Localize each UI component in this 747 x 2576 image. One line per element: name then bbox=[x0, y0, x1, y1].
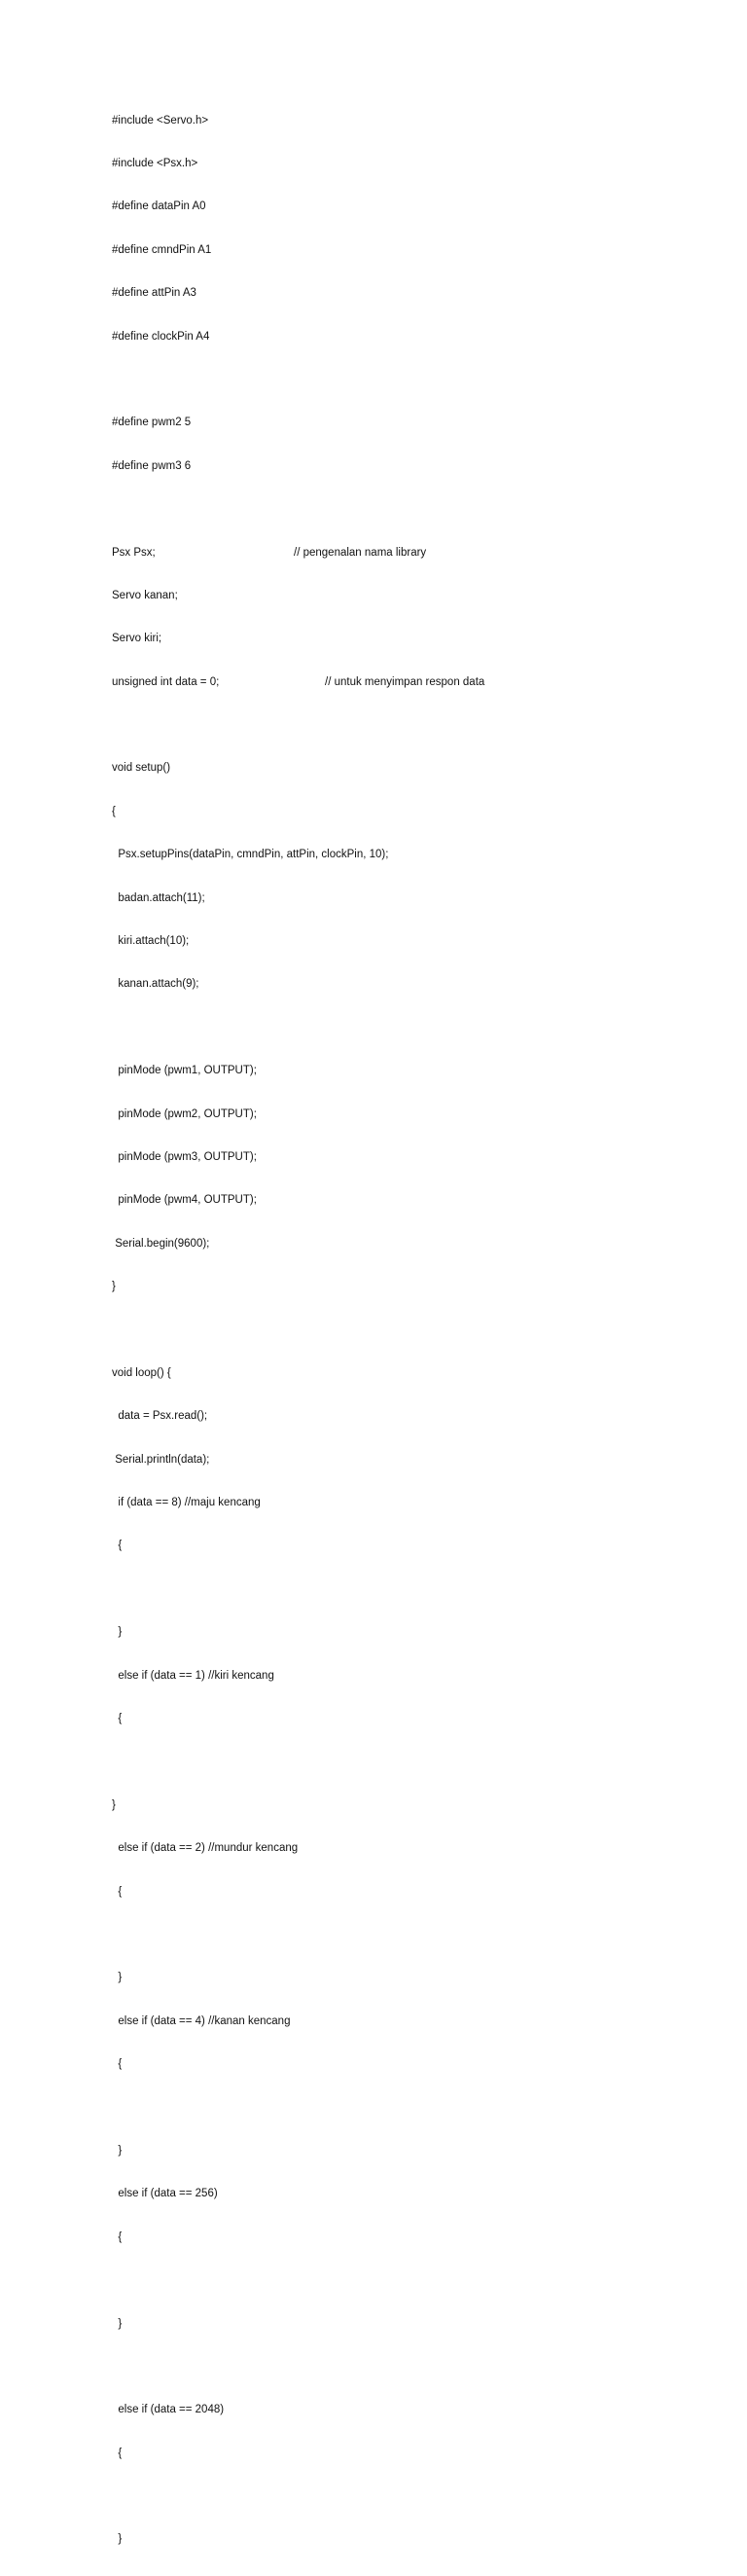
code-text: { bbox=[112, 2231, 123, 2243]
code-text: #include <Psx.h> bbox=[112, 157, 198, 169]
code-line bbox=[112, 1280, 388, 1294]
code-line bbox=[112, 1798, 388, 1813]
code-text: #define pwm2 5 bbox=[112, 417, 192, 429]
code-line bbox=[112, 243, 388, 258]
code-text: else if (data == 256) bbox=[112, 2188, 218, 2200]
code-text: Psx.setupPins(dataPin, cmndPin, attPin, clockPin, 10); bbox=[112, 849, 389, 861]
code-line bbox=[112, 286, 388, 301]
code-text: { bbox=[112, 805, 116, 817]
code-line bbox=[112, 1582, 388, 1597]
code-text: void loop() { bbox=[112, 1366, 171, 1379]
code-line bbox=[112, 2014, 388, 2029]
code-text: } bbox=[112, 2533, 123, 2546]
code-text: Serial.begin(9600); bbox=[112, 1237, 210, 1250]
code-line bbox=[112, 934, 388, 949]
code-line bbox=[112, 1107, 388, 1122]
code-line bbox=[112, 1841, 388, 1856]
code-line bbox=[112, 2532, 388, 2547]
code-line bbox=[112, 1193, 388, 1208]
code-line bbox=[112, 1539, 388, 1553]
code-line bbox=[112, 718, 388, 733]
code-text: #define attPin A3 bbox=[112, 287, 196, 300]
code-comment: // untuk menyimpan respon data bbox=[325, 675, 485, 688]
code-line bbox=[112, 1885, 388, 1900]
code-text: Servo kanan; bbox=[112, 589, 178, 601]
code-line bbox=[112, 675, 485, 690]
code-line bbox=[112, 848, 388, 862]
code-line bbox=[112, 805, 388, 819]
code-line bbox=[112, 1755, 388, 1769]
code-line bbox=[112, 2187, 388, 2201]
code-text: kiri.attach(10); bbox=[112, 935, 190, 948]
code-line bbox=[112, 459, 388, 474]
code-text: data = Psx.read(); bbox=[112, 1410, 208, 1423]
code-line bbox=[112, 1366, 388, 1381]
code-text: { bbox=[112, 1713, 123, 1725]
code-line bbox=[112, 114, 388, 128]
code-line bbox=[112, 2447, 388, 2461]
code-text: else if (data == 2) //mundur kencang bbox=[112, 1842, 299, 1855]
code-text: } bbox=[112, 1798, 116, 1811]
code-line bbox=[112, 1021, 388, 1035]
code-text: else if (data == 4) //kanan kencang bbox=[112, 2014, 291, 2027]
code-text: else if (data == 2048) bbox=[112, 2404, 225, 2416]
code-text: Psx Psx; bbox=[112, 546, 156, 559]
code-line bbox=[112, 157, 388, 171]
code-line bbox=[112, 2273, 388, 2288]
code-line bbox=[112, 1971, 388, 1985]
code-line bbox=[112, 1712, 388, 1726]
code-text: pinMode (pwm1, OUTPUT); bbox=[112, 1065, 257, 1077]
code-line bbox=[112, 1064, 388, 1078]
code-text: pinMode (pwm4, OUTPUT); bbox=[112, 1194, 257, 1207]
code-text: Serial.println(data); bbox=[112, 1453, 210, 1466]
code-text: { bbox=[112, 1540, 123, 1552]
code-line bbox=[112, 891, 388, 906]
code-text: #define pwm3 6 bbox=[112, 459, 192, 472]
code-text: badan.attach(11); bbox=[112, 891, 205, 904]
code-line bbox=[112, 1625, 388, 1640]
code-text: void setup() bbox=[112, 762, 171, 775]
code-text: } bbox=[112, 1626, 123, 1639]
code-text: } bbox=[112, 2144, 123, 2157]
code-line bbox=[112, 2403, 388, 2417]
code-line bbox=[112, 977, 388, 992]
code-line bbox=[112, 2231, 388, 2245]
code-line bbox=[112, 546, 427, 561]
code-text: else if (data == 1) //kiri kencang bbox=[112, 1669, 274, 1682]
code-text: #define dataPin A0 bbox=[112, 200, 206, 213]
code-listing bbox=[112, 85, 485, 2576]
code-line bbox=[112, 1150, 388, 1165]
code-line bbox=[112, 761, 388, 776]
code-line bbox=[112, 200, 388, 214]
code-line bbox=[112, 1669, 388, 1684]
code-comment: // pengenalan nama library bbox=[294, 546, 427, 559]
code-line bbox=[112, 373, 388, 387]
code-line bbox=[112, 1453, 388, 1468]
code-text: unsigned int data = 0; bbox=[112, 675, 220, 688]
code-line bbox=[112, 2489, 388, 2504]
code-text: pinMode (pwm2, OUTPUT); bbox=[112, 1107, 257, 1120]
code-line bbox=[112, 1409, 388, 1424]
code-line bbox=[112, 2101, 388, 2116]
code-line bbox=[112, 589, 388, 603]
code-line bbox=[112, 1324, 388, 1338]
code-text: { bbox=[112, 1885, 123, 1898]
code-text: } bbox=[112, 2317, 123, 2330]
code-line bbox=[112, 1496, 388, 1510]
code-line bbox=[112, 1237, 388, 1252]
code-line bbox=[112, 632, 388, 646]
code-line bbox=[112, 2144, 388, 2159]
code-line bbox=[112, 502, 388, 517]
code-text: if (data == 8) //maju kencang bbox=[112, 1497, 261, 1509]
code-text: { bbox=[112, 2058, 123, 2071]
code-line bbox=[112, 2360, 388, 2375]
code-text: { bbox=[112, 2447, 123, 2459]
code-line bbox=[112, 2317, 388, 2332]
code-text: #define clockPin A4 bbox=[112, 330, 210, 343]
code-text: } bbox=[112, 1972, 123, 1984]
code-text: } bbox=[112, 1281, 116, 1293]
code-text: Servo kiri; bbox=[112, 633, 162, 645]
code-text: kanan.attach(9); bbox=[112, 978, 199, 991]
code-line bbox=[112, 1928, 388, 1942]
code-line bbox=[112, 330, 388, 345]
code-text: #define cmndPin A1 bbox=[112, 243, 212, 256]
code-text: #include <Servo.h> bbox=[112, 114, 209, 127]
code-text: pinMode (pwm3, OUTPUT); bbox=[112, 1150, 257, 1163]
code-line bbox=[112, 2057, 388, 2072]
code-line bbox=[112, 416, 388, 430]
